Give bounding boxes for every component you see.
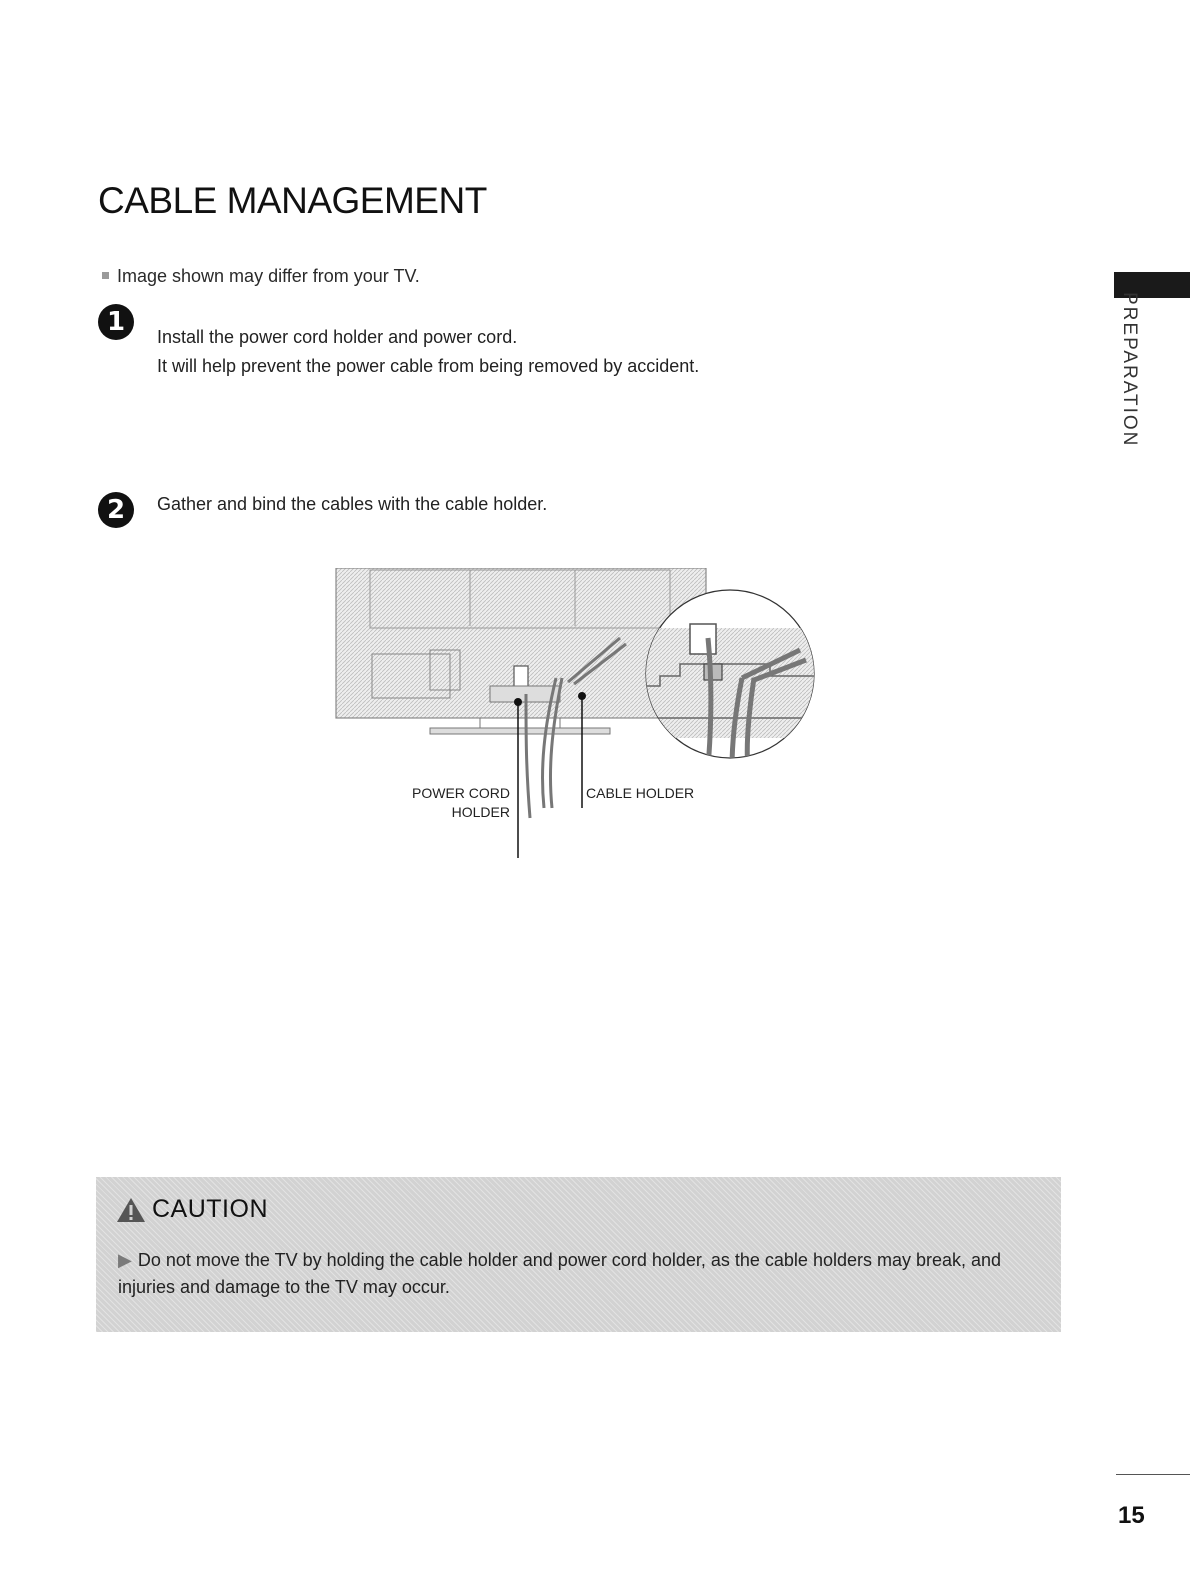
caution-box <box>96 1177 1061 1332</box>
power-cord-holder-label-line-1: POWER CORD <box>412 785 510 801</box>
power-cord-holder-label <box>410 784 510 822</box>
power-cord-holder-small <box>514 666 528 688</box>
step-1-line-1: Install the power cord holder and power cord. <box>157 327 518 347</box>
warning-triangle-icon <box>116 1197 146 1223</box>
arrow-bullet-icon: ▶ <box>118 1250 132 1270</box>
tv-stand-base <box>430 728 610 734</box>
image-note <box>102 266 420 287</box>
cable-management-illustration <box>330 568 830 858</box>
step-1-text <box>157 323 699 381</box>
bullet-square-icon <box>102 272 109 279</box>
step-2-badge: 2 <box>98 492 134 528</box>
footer-rule <box>1116 1474 1190 1475</box>
page-title: CABLE MANAGEMENT <box>98 180 487 221</box>
note-text: Image shown may differ from your TV. <box>117 266 420 286</box>
step-2-text: Gather and bind the cables with the cable holder. <box>157 494 548 514</box>
page-number: 15 <box>1118 1502 1145 1529</box>
caution-header <box>116 1195 268 1224</box>
step-1-badge: 1 <box>98 304 134 340</box>
caution-text <box>118 1247 1018 1301</box>
cable-holder-label: CABLE HOLDER <box>586 785 695 801</box>
section-tab-label: PREPARATION <box>1119 292 1140 448</box>
tv-back-drawing <box>330 568 830 858</box>
caution-title: CAUTION <box>152 1195 268 1223</box>
caution-message: Do not move the TV by holding the cable holder and power cord holder, as the cable holders may break, and injuries and damage to the TV may occur. <box>118 1250 1002 1297</box>
power-cord-holder-label-line-2: HOLDER <box>451 804 510 820</box>
step-1-line-2: It will help prevent the power cable from being removed by accident. <box>157 356 700 376</box>
